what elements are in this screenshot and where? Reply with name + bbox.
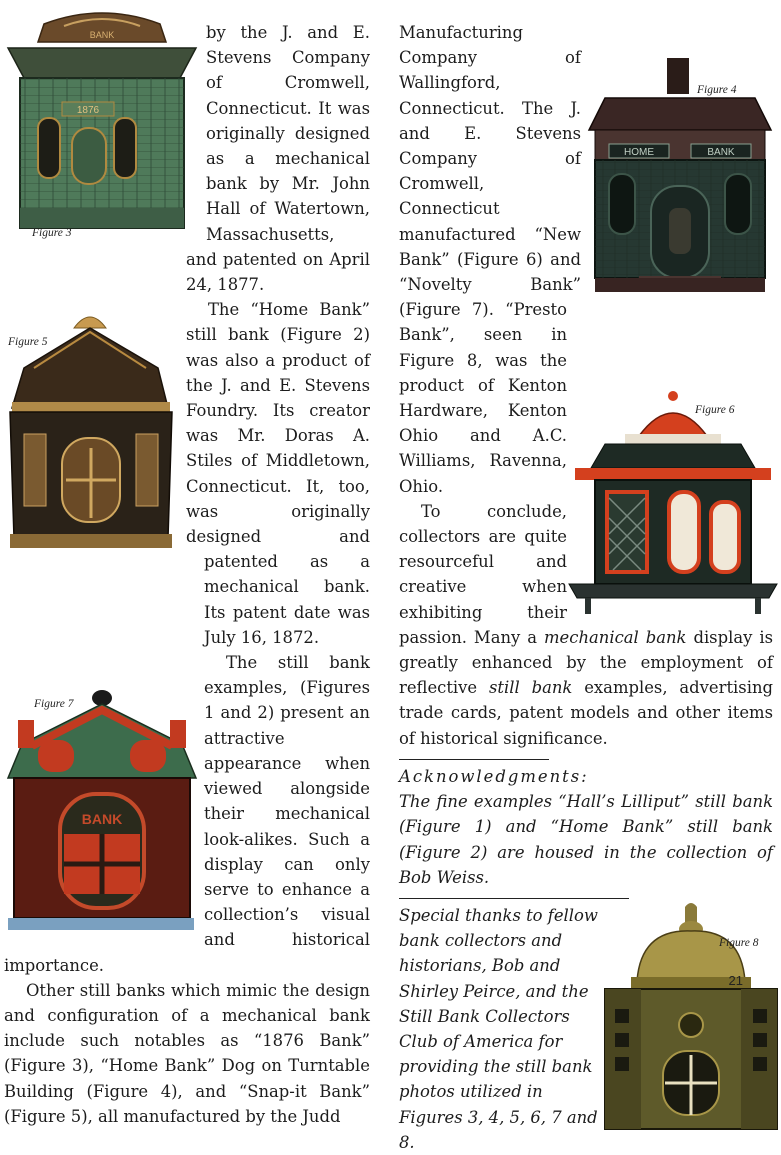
figure-4-image xyxy=(585,58,775,304)
figure-3-caption: Figure 3 xyxy=(32,227,72,239)
acknowledgments-text: The fine examples “Hall’s Lilliput” still bank (Figure 1) and “Home Bank” still bank (Figure 2) are housed in the collection of Bob Weiss. xyxy=(399,792,773,887)
left-paragraph-2: The “Home Bank” still bank (Figure 2) was also a product of the J. and E. Stevens Foundry. Its creator was Mr. Doras A. Stiles of Middletown, Connecticut. It, too, was originally designed and patented as a mechanical bank. Its patent date was July 16, 1872. xyxy=(186,300,370,647)
figure-6-caption: Figure 6 xyxy=(695,404,735,416)
right-paragraph-1: Manufacturing Company of Wallingford, Connecticut. The J. and E. Stevens Company of Cromwell, Connecticut manufactured “New Bank” (Figure 6) and “Novelty Bank” (Figure 7). “Presto Bank”, seen in Figure 8, was the product of Kenton Hardware, Kenton Ohio and A.C. Williams, Ravenna, Ohio. xyxy=(399,23,581,496)
right-paragraph-2-middle: display is greatly enhanced by the employment of reflective xyxy=(399,627,773,698)
left-column xyxy=(4,20,370,1129)
figure-8 xyxy=(605,909,777,1135)
figure-5 xyxy=(4,328,180,556)
acknowledgments-title: Acknowledgments: xyxy=(399,766,589,786)
figure-7-caption: Figure 7 xyxy=(34,698,74,710)
figure-3-header-text: BANK xyxy=(89,30,115,40)
figure-8-caption: Figure 8 xyxy=(719,936,759,949)
figure-4-caption: Figure 4 xyxy=(697,84,737,96)
figure-3-image xyxy=(4,8,200,232)
figure-7-sign-text: BANK xyxy=(81,811,123,827)
right-paragraph-2-emphasis: mechanical bank xyxy=(544,627,687,647)
left-paragraph-1: by the J. and E. Stevens Company of Cromwell, Connecticut. It was originally designed as a mechanical bank by Mr. John Hall of Watertown, Massachusetts, and patented on April 24, 1877. xyxy=(186,23,370,295)
left-paragraph-4: Other still banks which mimic the design and configuration of a mechanical bank include such notables as “1876 Bank” (Figure 3), “Home Bank” Dog on Turntable Building (Figure 4), and “Snap-it Bank” (Figure 5), all manufactured by the Judd xyxy=(4,980,370,1126)
figure-4 xyxy=(589,72,773,304)
figure-6 xyxy=(575,396,779,618)
figure-3 xyxy=(4,20,200,239)
right-column xyxy=(399,20,773,1155)
left-paragraph-3: The still bank examples, (Figures 1 and 2) present an attractive appearance when viewed alongside their mechanical look-alikes. Such a display can only serve to enhance a collection’s visual and historical importance. xyxy=(4,653,370,975)
thanks-rule xyxy=(399,898,629,899)
figure-4-sign-left: HOME xyxy=(624,147,654,158)
figure-6-image xyxy=(565,384,781,620)
figure-7-image xyxy=(4,684,198,932)
page-number: 21 xyxy=(728,973,743,988)
right-paragraph-2-emphasis-2: still bank xyxy=(489,678,573,698)
figure-5-caption: Figure 5 xyxy=(8,336,48,348)
right-paragraph-2-start: To conclude, collectors are quite resourceful and creative when exhibiting their passion. Many a xyxy=(399,501,567,647)
acknowledgments-rule xyxy=(399,759,549,760)
figure-7 xyxy=(4,690,198,930)
figure-3-plaque-text: 1876 xyxy=(76,105,100,116)
thanks-text: Special thanks to fellow bank collectors and historians, Bob and Shirley Peirce, and the Still Bank Collectors Club of America for providing the still bank photos utilized in Figures 3, 4, 5, 6, 7 and 8. xyxy=(399,905,598,1152)
figure-4-sign-right: BANK xyxy=(707,147,735,158)
right-paragraph-2-end: examples, advertising trade cards, patent models and other items of historical significance. xyxy=(399,678,773,748)
